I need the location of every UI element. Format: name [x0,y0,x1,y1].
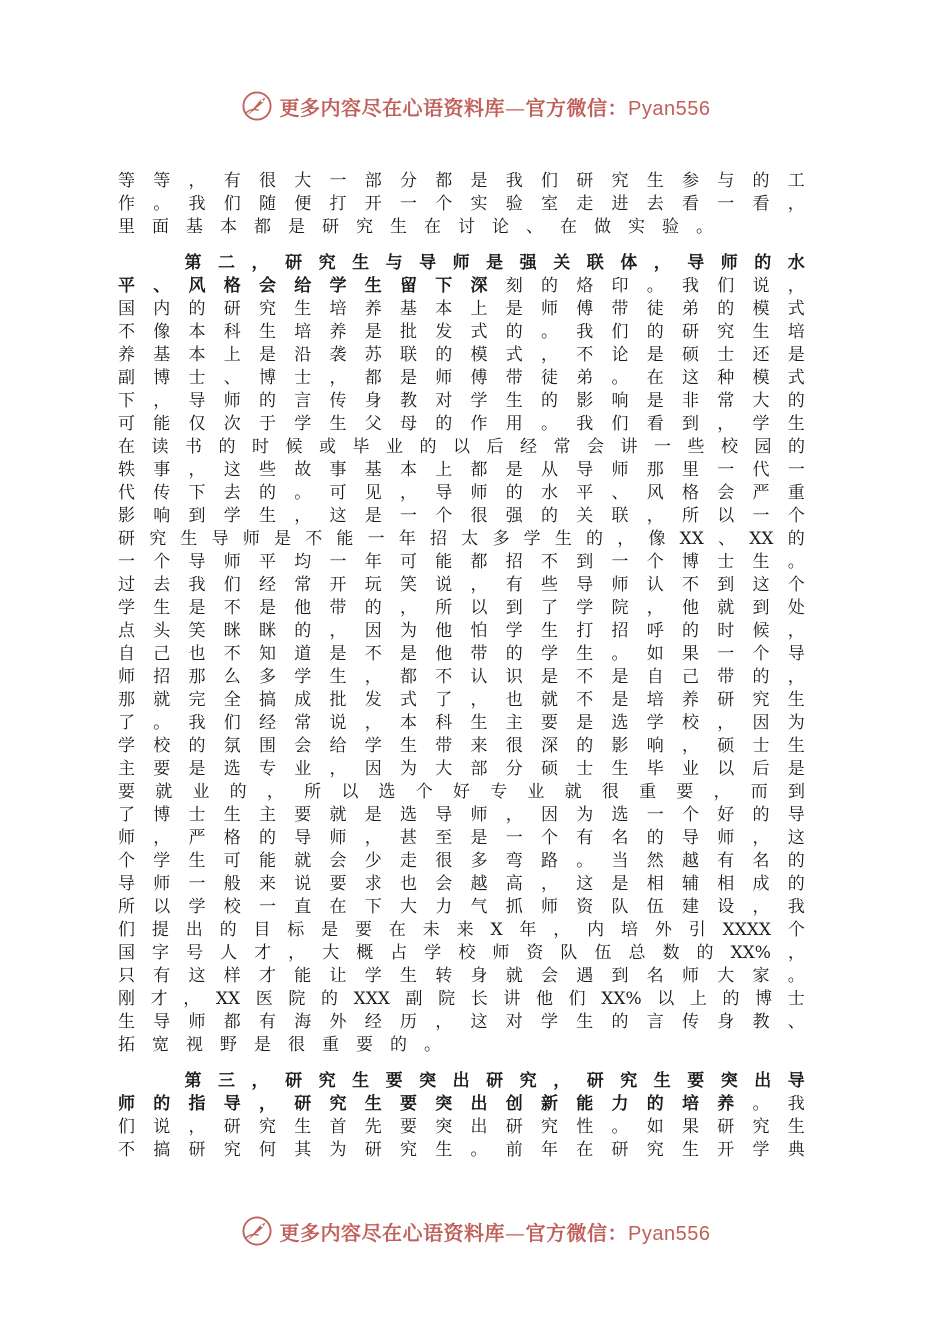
pen-nib-logo-icon [240,1214,274,1248]
text-line: 了 博 士 生 主 要 就 是 选 导 师 ， 因 为 选 一 个 好 的 导 [118,805,805,825]
text-line: 影 响 到 学 生 ， 这 是 一 个 很 强 的 关 联 ， 所 以 一 个 [118,506,805,526]
banner-text [280,92,711,121]
text-line: 代 传 下 去 的 。 可 见 ， 导 师 的 水 平 、 风 格 会 严 重 [118,483,805,503]
banner-official-label: 官方微信： [525,95,629,120]
header-banner [0,84,950,128]
banner-dash: — [505,1220,526,1245]
banner-dash: — [505,95,526,120]
document-body [118,170,805,1175]
text-line: 只 有 这 样 才 能 让 学 生 转 身 就 会 遇 到 名 师 大 家 。 [118,966,805,986]
text-line: 国 字 号 人 才 ， 大 概 占 学 校 师 资 队 伍 总 数 的 XX% ， [118,943,805,963]
text-line: 轶 事 ， 这 些 故 事 基 本 上 都 是 从 导 师 那 里 一 代 一 [118,460,805,480]
text-line: 师 的 指 导 ， 研 究 生 要 突 出 创 新 能 力 的 培 养 。 我 [118,1094,805,1114]
text-line: 那 就 完 全 搞 成 批 发 式 了 ， 也 就 不 是 培 养 研 究 生 [118,690,805,710]
text-line: 作 。 我 们 随 便 打 开 一 个 实 验 室 走 进 去 看 一 看 ， [118,194,805,214]
banner-library-name: 更多内容尽在心语资料库 [279,95,506,120]
text-line: 里 面 基 本 都 是 研 究 生 在 讨 论 、 在 做 实 验 。 [118,217,713,237]
text-line: 学 生 是 不 是 他 带 的 ， 所 以 到 了 学 院 ， 他 就 到 处 [118,598,805,618]
text-line: 不 搞 研 究 何 其 为 研 究 生 。 前 年 在 研 究 生 开 学 典 [118,1140,805,1160]
banner-text [280,1217,711,1246]
text-line: 第 三 ， 研 究 生 要 突 出 研 究 ， 研 究 生 要 突 出 导 [184,1071,805,1091]
text-line: 下 ， 导 师 的 言 传 身 教 对 学 生 的 影 响 是 非 常 大 的 [118,391,805,411]
text-line: 师 ， 严 格 的 导 师 ， 甚 至 是 一 个 有 名 的 导 师 ， 这 [118,828,805,848]
text-line: 所 以 学 校 一 直 在 下 大 力 气 抓 师 资 队 伍 建 设 ， 我 [118,897,805,917]
text-line: 自 己 也 不 知 道 是 不 是 他 带 的 学 生 。 如 果 一 个 导 [118,644,805,664]
banner-wechat-id: Pyan556 [628,1222,711,1245]
banner-wechat-id: Pyan556 [628,97,711,120]
text-line: 刚 才 ， XX 医 院 的 XXX 副 院 长 讲 他 们 XX% 以 上 的 博 士 [118,989,805,1009]
text-line: 要 就 业 的 ， 所 以 选 个 好 专 业 就 很 重 要 ， 而 到 [118,782,805,802]
text-line: 了 。 我 们 经 常 说 ， 本 科 生 主 要 是 选 学 校 ， 因 为 [118,713,805,733]
text-line: 一 个 导 师 平 均 一 年 可 能 都 招 不 到 一 个 博 士 生 。 [118,552,805,572]
text-line: 点 头 笑 眯 眯 的 ， 因 为 他 怕 学 生 打 招 呼 的 时 候 ， [118,621,805,641]
text-line: 师 招 那 么 多 学 生 ， 都 不 认 识 是 不 是 自 己 带 的 ， [118,667,805,687]
text-line: 导 师 一 般 来 说 要 求 也 会 越 高 ， 这 是 相 辅 相 成 的 [118,874,805,894]
text-line: 个 学 生 可 能 就 会 少 走 很 多 弯 路 。 当 然 越 有 名 的 [118,851,805,871]
text-line: 第 二 ， 研 究 生 与 导 师 是 强 关 联 体 ， 导 师 的 水 [184,253,805,273]
text-line: 副 博 士 、 博 士 ， 都 是 师 傅 带 徒 弟 。 在 这 种 模 式 [118,368,805,388]
text-line: 等 等 ， 有 很 大 一 部 分 都 是 我 们 研 究 生 参 与 的 工 [118,171,805,191]
paragraph [118,1070,805,1162]
text-line: 平 、 风 格 会 给 学 生 留 下 深 刻 的 烙 印 。 我 们 说 ， [118,276,805,296]
text-line: 生 导 师 都 有 海 外 经 历 ， 这 对 学 生 的 言 传 身 教 、 [118,1012,805,1032]
banner-library-name: 更多内容尽在心语资料库 [279,1220,506,1245]
banner-official-label: 官方微信： [525,1220,629,1245]
paragraph [118,252,805,1057]
text-line: 过 去 我 们 经 常 开 玩 笑 说 ， 有 些 导 师 认 不 到 这 个 [118,575,805,595]
pen-nib-logo-icon [240,89,274,123]
text-line: 学 校 的 氛 围 会 给 学 生 带 来 很 深 的 影 响 ， 硕 士 生 [118,736,805,756]
footer-banner [0,1209,950,1253]
text-line: 主 要 是 选 专 业 ， 因 为 大 部 分 硕 士 生 毕 业 以 后 是 [118,759,805,779]
text-line: 可 能 仅 次 于 学 生 父 母 的 作 用 。 我 们 看 到 ， 学 生 [118,414,805,434]
text-line: 不 像 本 科 生 培 养 是 批 发 式 的 。 我 们 的 研 究 生 培 [118,322,805,342]
text-line: 们 提 出 的 目 标 是 要 在 未 来 X 年 ， 内 培 外 引 XXXX 个 [118,920,805,940]
text-line: 养 基 本 上 是 沿 袭 苏 联 的 模 式 ， 不 论 是 硕 士 还 是 [118,345,805,365]
paragraph [118,170,805,239]
text-line: 们 说 ， 研 究 生 首 先 要 突 出 研 究 性 。 如 果 研 究 生 [118,1117,805,1137]
text-line: 国 内 的 研 究 生 培 养 基 本 上 是 师 傅 带 徒 弟 的 模 式 [118,299,805,319]
text-line: 拓 宽 视 野 是 很 重 要 的 。 [118,1035,441,1055]
text-line: 在 读 书 的 时 候 或 毕 业 的 以 后 经 常 会 讲 一 些 校 园 的 [118,437,805,457]
text-line: 研 究 生 导 师 是 不 能 一 年 招 太 多 学 生 的 ， 像 XX 、 XX 的 [118,529,805,549]
